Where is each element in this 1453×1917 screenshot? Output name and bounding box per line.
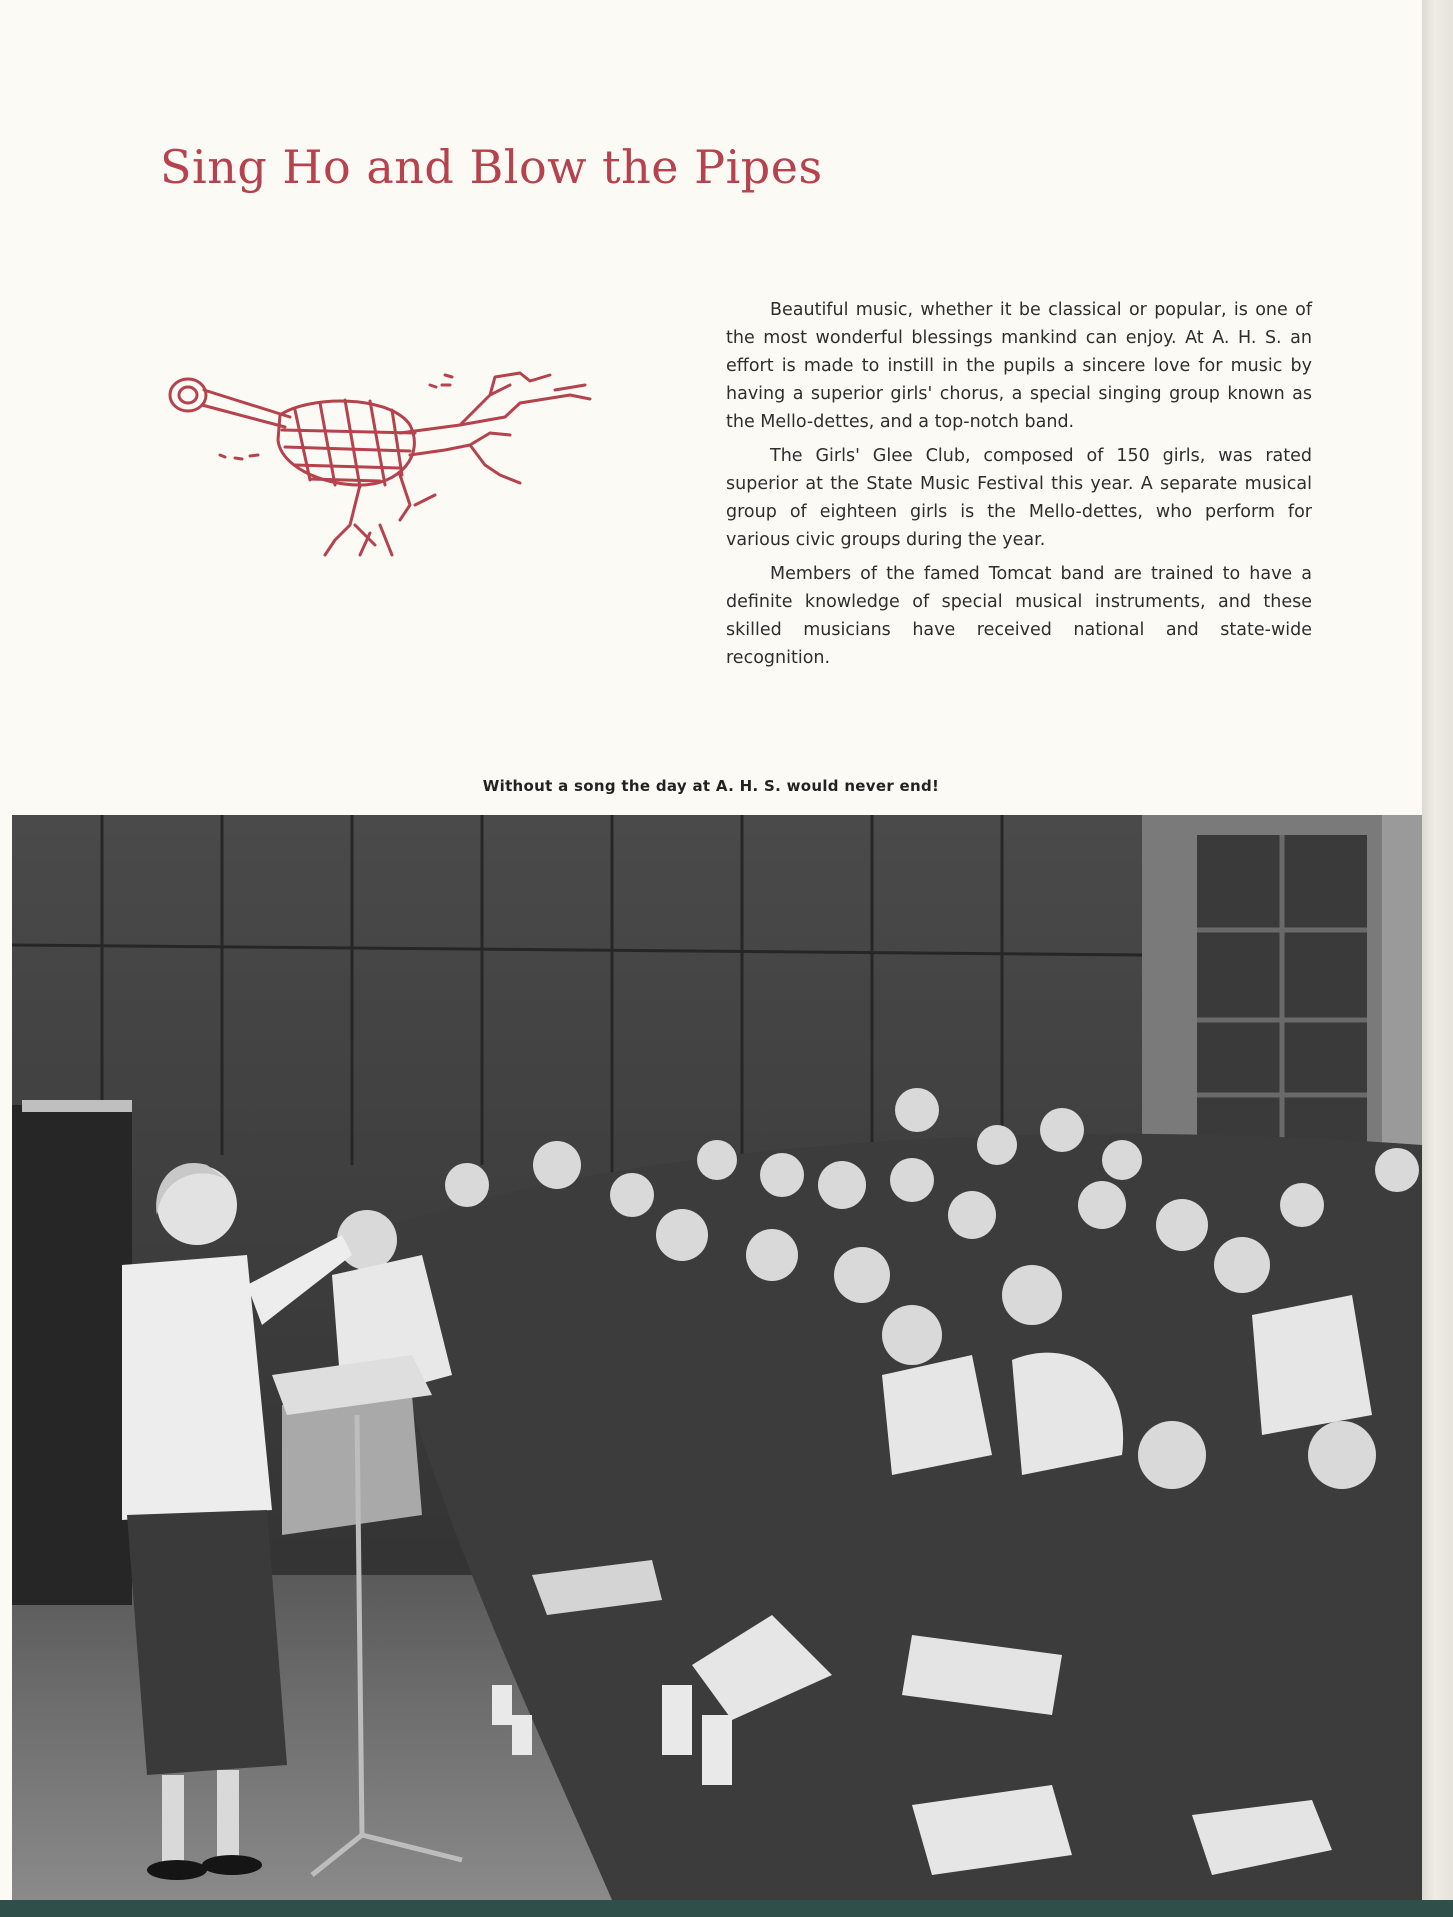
bagpipe-drawing [160, 355, 600, 565]
paragraph: Members of the famed Tomcat band are trained to have a definite knowledge of special musical instruments, and these skilled musicians have received national and state-wide recognition. [726, 564, 1312, 668]
paragraph: Beautiful music, whether it be classical or popular, is one of the most wonderful blessings mankind can enjoy. At A. H. S. an effort is made to instill in the pupils a sincere love for music by having a superior girls' chorus, a special singing group known as the Mello-dettes, and a top-notch band. [726, 300, 1312, 432]
article-text [726, 296, 1312, 678]
page-title: Sing Ho and Blow the Pipes [160, 140, 823, 194]
paragraph: The Girls' Glee Club, composed of 150 girls, was rated superior at the State Music Festival this year. A separate musical group of eighteen girls is the Mello-dettes, who perform for various civic groups during the year. [726, 446, 1312, 550]
glee-club-photo [12, 815, 1422, 1900]
page-edge [1422, 0, 1453, 1917]
bottom-strip [0, 1900, 1453, 1917]
bagpipe-illustration [160, 355, 600, 565]
glee-club-rehearsal-photo [12, 815, 1422, 1900]
photo-caption: Without a song the day at A. H. S. would never end! [482, 777, 940, 795]
